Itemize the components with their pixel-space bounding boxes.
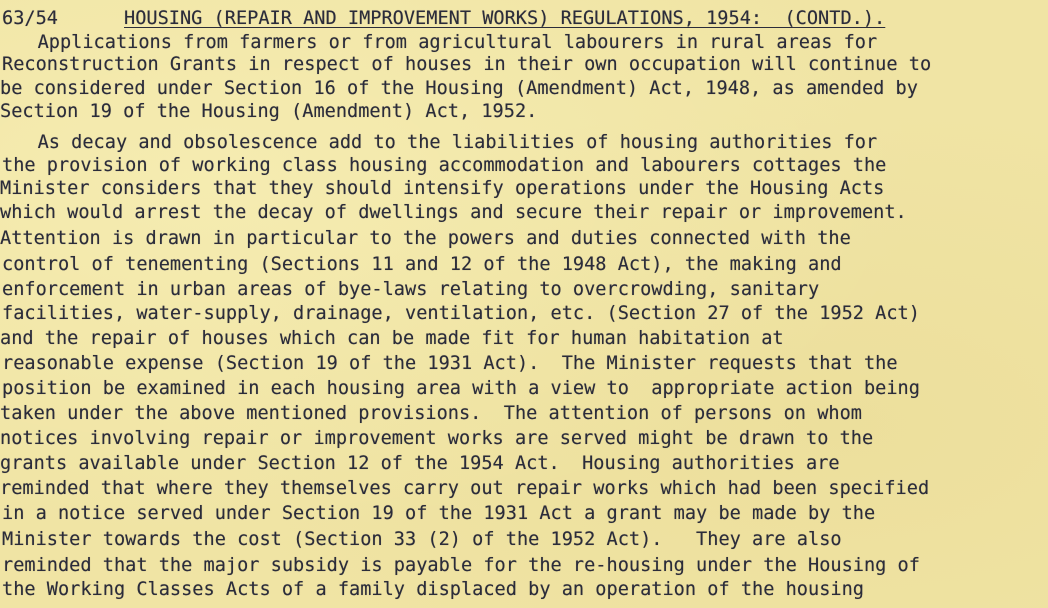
body-line: reasonable expense (Section 19 of the 1931 Act). The Minister requests that the — [2, 353, 898, 374]
body-line: Reconstruction Grants in respect of houses in their own occupation will continue to — [2, 54, 932, 75]
body-line: Minister towards the cost (Section 33 (2) of the 1952 Act). They are also — [2, 529, 842, 550]
body-line: control of tenementing (Sections 11 and 12 of the 1948 Act), the making and — [2, 254, 842, 275]
body-line: the provision of working class housing accommodation and labourers cottages the — [2, 155, 887, 176]
body-line: in a notice served under Section 19 of the 1931 Act a grant may be made by the — [2, 503, 876, 524]
body-line: Applications from farmers or from agricultural labourers in rural areas for — [4, 32, 878, 53]
body-line: enforcement in urban areas of bye-laws relating to overcrowding, sanitary — [2, 279, 820, 300]
document-heading: HOUSING (REPAIR AND IMPROVEMENT WORKS) REGULATIONS, 1954: (CONTD.). — [124, 8, 886, 29]
body-line: notices involving repair or improvement works are served might be drawn to the — [0, 428, 874, 449]
body-line: reminded that the major subsidy is payable for the re-housing under the Housing of — [2, 555, 920, 576]
body-line: Minister considers that they should intensify operations under the Housing Acts — [0, 178, 885, 199]
body-line: As decay and obsolescence add to the liabilities of housing authorities for — [4, 132, 878, 153]
body-line: be considered under Section 16 of the Housing (Amendment) Act, 1948, as amended by — [0, 78, 918, 99]
body-line: Section 19 of the Housing (Amendment) Act, 1952. — [0, 101, 538, 122]
body-line: taken under the above mentioned provisions. The attention of persons on whom — [0, 403, 862, 424]
body-line: the Working Classes Acts of a family displaced by an operation of the housing — [2, 579, 864, 600]
body-line: Attention is drawn in particular to the powers and duties connected with the — [0, 228, 851, 249]
document-reference-number: 63/54 — [2, 8, 58, 29]
body-line: which would arrest the decay of dwellings and secure their repair or improvement. — [0, 202, 907, 223]
body-line: reminded that where they themselves carry out repair works which had been specified — [0, 478, 930, 499]
body-line: grants available under Section 12 of the 1954 Act. Housing authorities are — [0, 453, 840, 474]
body-line: and the repair of houses which can be made fit for human habitation at — [0, 328, 784, 349]
body-line: position be examined in each housing area with a view to appropriate action being — [2, 378, 920, 399]
body-line: facilities, water-supply, drainage, ventilation, etc. (Section 27 of the 1952 Act) — [2, 303, 920, 324]
